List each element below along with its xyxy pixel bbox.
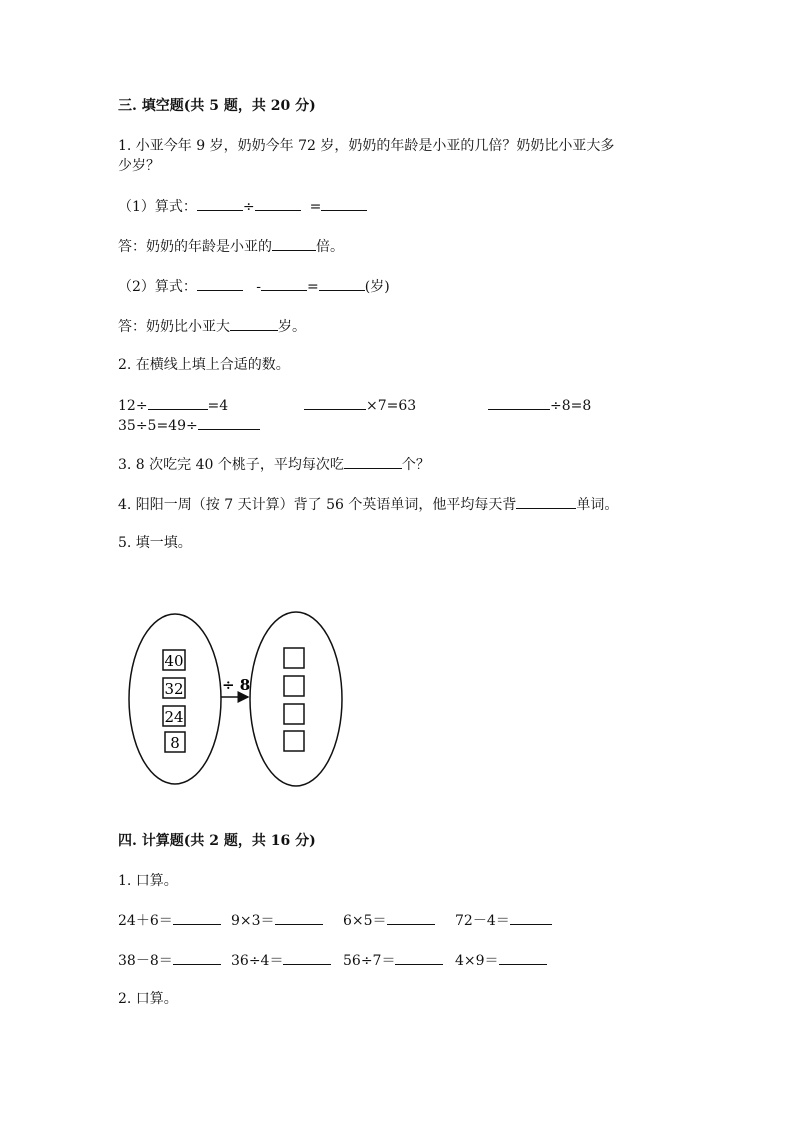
q1-answer2-suffix: 岁。 xyxy=(278,319,306,335)
input-value-3: 24 xyxy=(164,708,184,726)
q2-item-a-prefix: 12÷ xyxy=(118,398,148,414)
calc-r1-c2 xyxy=(231,910,323,931)
calc-r2-c4-blank[interactable] xyxy=(499,950,547,965)
q2-item-a-suffix: =4 xyxy=(207,398,229,414)
calc-r1-c4-blank[interactable] xyxy=(510,910,552,925)
output-box-2[interactable] xyxy=(284,676,304,696)
calc-r1-c3-expr: 6×5＝ xyxy=(343,913,387,929)
input-box-1 xyxy=(163,650,185,670)
q2-item-a-blank[interactable] xyxy=(148,395,208,410)
calc-r2-c1-blank[interactable] xyxy=(173,950,221,965)
q1-part1-eq-sign: = xyxy=(309,199,322,215)
calc-r2-c4-expr: 4×9＝ xyxy=(455,953,499,969)
q1-text-line1: 1. 小亚今年 9 岁，奶奶今年 72 岁，奶奶的年龄是小亚的几倍？奶奶比小亚大多 xyxy=(118,138,615,154)
q1-answer2-prefix: 答：奶奶比小亚大 xyxy=(118,319,230,335)
calc-r1-c1-expr: 24＋6＝ xyxy=(118,913,173,929)
q1-part1-blank-c[interactable] xyxy=(321,196,367,211)
calc-r2-c3 xyxy=(343,950,443,971)
section-3-title: 三. 填空题(共 5 题，共 20 分) xyxy=(118,98,316,114)
q2-item-d-blank[interactable] xyxy=(198,415,260,430)
q4-suffix: 单词。 xyxy=(576,497,619,513)
q1-part2-minus-sign: - xyxy=(256,279,262,295)
q5-text: 5. 填一填。 xyxy=(118,535,192,551)
output-box-1[interactable] xyxy=(284,648,304,668)
q1-part2-eq-sign: = xyxy=(307,279,319,295)
q4-blank[interactable] xyxy=(516,494,576,509)
right-oval xyxy=(250,612,342,786)
input-box-3 xyxy=(163,706,185,726)
calc-r2-c2-expr: 36÷4＝ xyxy=(231,953,284,969)
section-4-title: 四. 计算题(共 2 题，共 16 分) xyxy=(118,833,316,849)
calc-r1-c2-blank[interactable] xyxy=(275,910,323,925)
input-box-2 xyxy=(163,678,185,698)
calc-r2-c2-blank[interactable] xyxy=(283,950,331,965)
q1-answer1-blank[interactable] xyxy=(272,236,316,251)
q1-part2-blank-a[interactable] xyxy=(197,276,243,291)
input-value-1: 40 xyxy=(164,652,184,670)
calc-r1-c3-blank[interactable] xyxy=(387,910,435,925)
q2-text: 2. 在横线上填上合适的数。 xyxy=(118,357,290,373)
q1-part2-label: （2）算式： xyxy=(118,279,197,295)
output-box-4[interactable] xyxy=(284,731,304,751)
left-oval xyxy=(129,614,221,784)
q4-prefix: 4. 阳阳一周（按 7 天计算）背了 56 个英语单词，他平均每天背 xyxy=(118,497,517,513)
calc-r1-c1 xyxy=(118,910,221,931)
q1-part2-unit: (岁) xyxy=(364,279,390,295)
q4 xyxy=(118,494,618,515)
operator-label: ÷ 8 xyxy=(222,676,251,694)
calc-r2-c4 xyxy=(455,950,547,971)
q1-answer1-prefix: 答：奶奶的年龄是小亚的 xyxy=(118,239,272,255)
mapping-diagram-svg xyxy=(118,608,358,793)
calc-r1-c3 xyxy=(343,910,435,931)
q1-answer2 xyxy=(118,316,306,337)
q2-item-b-blank[interactable] xyxy=(304,395,366,410)
s4-q2-text: 2. 口算。 xyxy=(118,991,178,1007)
q1-part2-blank-b[interactable] xyxy=(261,276,307,291)
input-box-4 xyxy=(165,732,185,752)
q1-answer1-suffix: 倍。 xyxy=(316,239,344,255)
calc-r1-c4-expr: 72－4＝ xyxy=(455,913,510,929)
q1-text-line2: 少岁？ xyxy=(118,158,160,174)
q1-answer1 xyxy=(118,236,344,257)
q3-suffix: 个？ xyxy=(401,457,430,473)
q1-part1-blank-a[interactable] xyxy=(197,196,243,211)
output-box-3[interactable] xyxy=(284,704,304,724)
q1-part1-label: （1）算式： xyxy=(118,199,197,215)
s4-q1-text: 1. 口算。 xyxy=(118,873,178,889)
q2-item-c-blank[interactable] xyxy=(488,395,550,410)
calc-r1-c2-expr: 9×3＝ xyxy=(231,913,275,929)
calc-r2-c2 xyxy=(231,950,331,971)
q1-part1-formula xyxy=(118,196,367,217)
q2-item-c xyxy=(488,395,591,416)
calc-r2-c1-expr: 38－8＝ xyxy=(118,953,173,969)
q1-answer2-blank[interactable] xyxy=(230,316,278,331)
q3 xyxy=(118,454,430,475)
calc-r1-c1-blank[interactable] xyxy=(173,910,221,925)
q1-part1-blank-b[interactable] xyxy=(255,196,301,211)
input-value-2: 32 xyxy=(164,680,184,698)
q2-item-b xyxy=(304,395,416,416)
q3-blank[interactable] xyxy=(344,454,402,469)
q2-item-c-suffix: ÷8=8 xyxy=(550,398,592,414)
mapping-diagram xyxy=(118,608,358,793)
q2-item-b-suffix: ×7=63 xyxy=(366,398,417,414)
calc-r2-c3-blank[interactable] xyxy=(395,950,443,965)
q2-item-a xyxy=(118,395,228,416)
q1-part1-div-sign: ÷ xyxy=(242,199,255,215)
q3-prefix: 3. 8 次吃完 40 个桃子，平均每次吃 xyxy=(118,457,344,473)
q2-item-d xyxy=(118,415,260,436)
q1-part2-blank-c[interactable] xyxy=(319,276,365,291)
input-value-4: 8 xyxy=(170,734,180,752)
calc-r2-c3-expr: 56÷7＝ xyxy=(343,953,396,969)
calc-r1-c4 xyxy=(455,910,552,931)
q1-part2-formula xyxy=(118,276,390,297)
q2-item-d-prefix: 35÷5=49÷ xyxy=(118,418,198,434)
calc-r2-c1 xyxy=(118,950,221,971)
